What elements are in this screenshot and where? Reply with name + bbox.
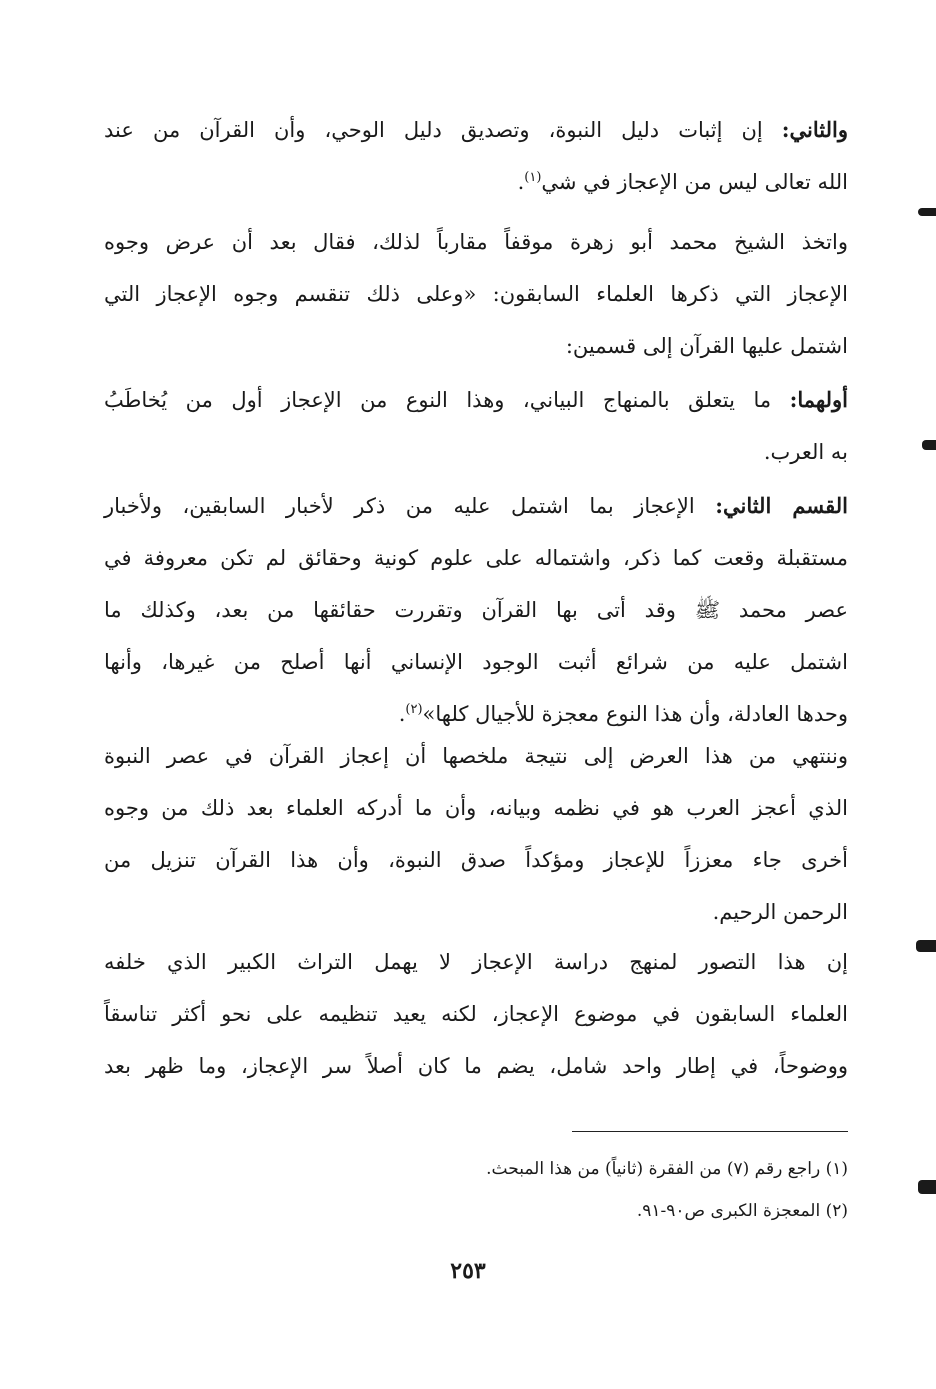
line-text: إن إثبات دليل النبوة، وتصديق دليل الوحي، وأن القرآن من عند (104, 118, 782, 142)
paragraph-line (104, 374, 848, 426)
line-text: ووضوحاً، في إطار واحد شامل، يضم ما كان أصلاً سر الإعجاز، وما ظهر بعد (104, 1054, 848, 1078)
line-end: . (517, 170, 525, 194)
line-text: أخرى جاء معززاً للإعجاز ومؤكداً صدق النبوة، وأن هذا القرآن تنزيل من (104, 848, 848, 872)
line-text: واتخذ الشيخ محمد أبو زهرة موقفاً مقارباً لذلك، فقال بعد أن عرض وجوه (104, 230, 848, 254)
paragraph-6 (104, 936, 848, 1092)
footnotes (104, 1148, 848, 1232)
paragraph-line (104, 988, 848, 1040)
scan-edge-mark (918, 208, 936, 216)
line-text: مستقبلة وقعت كما ذكر، واشتماله على علوم كونية وحقائق لم تكن معروفة في (104, 546, 848, 570)
line-text: العلماء السابقون في موضوع الإعجاز، لكنه يعيد تنظيمه على نحو أكثر تناسقاً (104, 1002, 848, 1026)
line-text: الله تعالى ليس من الإعجاز في شي (541, 170, 848, 194)
paragraph-1 (104, 104, 848, 208)
scan-edge-mark (916, 940, 936, 952)
line-text: وحدها العادلة، وأن هذا النوع معجزة للأجيال كلها» (422, 702, 848, 726)
paragraph-line (104, 104, 848, 156)
line-text: به العرب. (763, 440, 848, 464)
paragraph-line (104, 480, 848, 532)
paragraph-3 (104, 374, 848, 478)
line-text: ما يتعلق بالمنهاج البياني، وهذا النوع من الإعجاز أول من يُخاطَبُ (104, 388, 790, 412)
bold-lead: القسم الثاني: (715, 493, 848, 518)
paragraph-line (104, 320, 848, 372)
footnote-ref: (١) (524, 170, 542, 185)
footnote-1: (١) راجع رقم (٧) من الفقرة (ثانياً) من هذا المبحث. (486, 1159, 848, 1179)
bold-lead: أولهما: (789, 387, 848, 412)
scan-edge-mark (922, 440, 936, 450)
line-text: الرحمن الرحيم. (712, 900, 848, 924)
paragraph-line (104, 936, 848, 988)
paragraph-line (104, 782, 848, 834)
paragraph-line (104, 584, 848, 636)
paragraph-line (104, 834, 848, 886)
paragraph-line (104, 886, 848, 938)
line-text: اشتمل عليه من شرائع أثبت الوجود الإنساني أنها أصلح من غيرها، وأنها (104, 650, 848, 674)
page-number: ٢٥٣ (450, 1258, 486, 1284)
footnote-2: (٢) المعجزة الكبرى ص٩٠-٩١. (636, 1201, 848, 1221)
line-text: الذي أعجز العرب هو في نظمه وبيانه، وأن ما أدركه العلماء بعد ذلك من وجوه (104, 796, 848, 820)
paragraph-line (104, 1040, 848, 1092)
line-end: . (398, 702, 406, 726)
paragraph-2 (104, 216, 848, 372)
scan-edge-mark (918, 1180, 936, 1194)
paragraph-line (104, 730, 848, 782)
paragraph-4 (104, 480, 848, 740)
paragraph-5 (104, 730, 848, 938)
line-text: إن هذا التصور لمنهج دراسة الإعجاز لا يهمل التراث الكبير الذي خلفه (104, 950, 848, 974)
line-text: الإعجاز بما اشتمل عليه من ذكر لأخبار السابقين، ولأخبار (104, 494, 716, 518)
paragraph-line (104, 216, 848, 268)
footnote-ref: (٢) (405, 702, 423, 717)
line-text: عصر محمد ﷺ وقد أتى بها القرآن وتقررت حقائقها من بعد، وكذلك ما (104, 598, 848, 622)
line-text: وننتهي من هذا العرض إلى نتيجة ملخصها أن إعجاز القرآن في عصر النبوة (104, 744, 848, 768)
paragraph-line (104, 268, 848, 320)
paragraph-line (104, 636, 848, 688)
footnote-separator (572, 1131, 848, 1132)
paragraph-line (104, 426, 848, 478)
paragraph-line (104, 156, 848, 208)
line-text: اشتمل عليها القرآن إلى قسمين: (565, 334, 848, 358)
bold-lead: والثاني: (781, 117, 848, 142)
line-text: الإعجاز التي ذكرها العلماء السابقون: «وعلى ذلك تنقسم وجوه الإعجاز التي (104, 282, 848, 306)
paragraph-line (104, 532, 848, 584)
